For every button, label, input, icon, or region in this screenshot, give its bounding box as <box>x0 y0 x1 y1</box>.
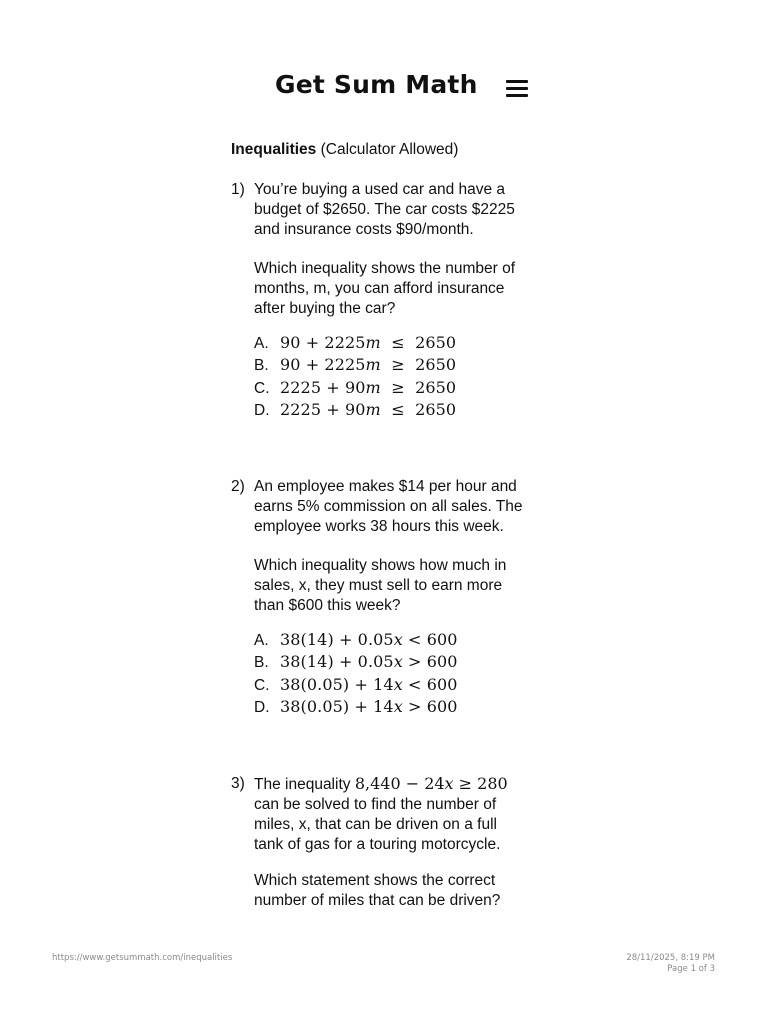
choice-expression: 90 + 2225𝑚 ≥ 2650 <box>280 355 457 375</box>
question-number: 2) <box>231 478 245 495</box>
question-prompt: Which statement shows the correct number of miles that can be driven? <box>254 872 501 909</box>
choice-expression: 38(14) + 0.05𝑥 > 600 <box>280 652 458 672</box>
inline-inequality: 8,440 − 24𝑥 ≥ 280 <box>354 774 508 793</box>
menu-bar-line <box>506 94 528 97</box>
choice-expression: 90 + 2225𝑚 ≤ 2650 <box>280 333 457 352</box>
choice-a <box>254 333 544 355</box>
choice-letter: D. <box>254 401 270 419</box>
menu-bar-line <box>506 80 528 83</box>
page-url: https://www.getsummath.com/inequalities <box>52 953 233 963</box>
question-prompt: Which inequality shows how much in sales, x, they must sell to earn more than $600 this week? <box>254 557 507 614</box>
question-prompt: Which inequality shows the number of months, m, you can afford insurance after buying the car? <box>254 260 516 317</box>
page-counter: Page 1 of 3 <box>667 964 715 974</box>
question-text: An employee makes $14 per hour and earns 5% commission on all sales. The employee works 38 hours this week. <box>254 478 523 535</box>
choice-a <box>254 630 544 652</box>
question-lead-text: The inequality <box>254 776 355 793</box>
worksheet-heading <box>231 140 551 160</box>
choice-c <box>254 675 544 697</box>
choice-expression: 38(0.05) + 14𝑥 > 600 <box>280 696 458 716</box>
worksheet-calculator-note: (Calculator Allowed) <box>316 141 459 158</box>
print-datetime: 28/11/2025, 8:19 PM <box>626 953 715 963</box>
choice-b <box>254 652 544 674</box>
question-number: 3) <box>231 775 245 792</box>
choice-letter: B. <box>254 654 269 672</box>
site-title[interactable]: Get Sum Math <box>275 70 478 99</box>
choice-d <box>254 697 544 719</box>
answer-choices <box>254 630 544 719</box>
worksheet-topic: Inequalities <box>231 141 317 158</box>
choice-letter: B. <box>254 357 269 375</box>
choice-letter: D. <box>254 698 270 716</box>
answer-choices <box>254 333 544 422</box>
question-number: 1) <box>231 181 245 198</box>
choice-letter: A. <box>254 335 269 352</box>
question-text: You’re buying a used car and have a budget of $2650. The car costs $2225 and insurance costs $90/month. <box>254 181 515 238</box>
question-body <box>254 180 544 422</box>
question-body <box>254 477 544 719</box>
worksheet <box>231 140 551 909</box>
print-info <box>626 953 715 975</box>
site-header <box>0 66 768 110</box>
choice-expression: 38(0.05) + 14𝑥 < 600 <box>280 674 458 694</box>
question-body <box>254 774 544 911</box>
hamburger-menu-icon[interactable] <box>506 78 530 98</box>
choice-expression: 38(14) + 0.05𝑥 < 600 <box>280 630 458 649</box>
question-continued-text: can be solved to find the number of miles, x, that can be driven on a full tank of gas for a touring motorcycle. <box>254 796 501 853</box>
choice-letter: C. <box>254 379 270 397</box>
choice-d <box>254 400 544 422</box>
choice-expression: 2225 + 90𝑚 ≥ 2650 <box>280 377 457 397</box>
choice-c <box>254 378 544 400</box>
choice-letter: A. <box>254 632 269 649</box>
menu-bar-line <box>506 87 528 90</box>
choice-expression: 2225 + 90𝑚 ≤ 2650 <box>280 399 457 419</box>
choice-b <box>254 355 544 377</box>
question-text <box>254 774 544 855</box>
choice-letter: C. <box>254 676 270 694</box>
